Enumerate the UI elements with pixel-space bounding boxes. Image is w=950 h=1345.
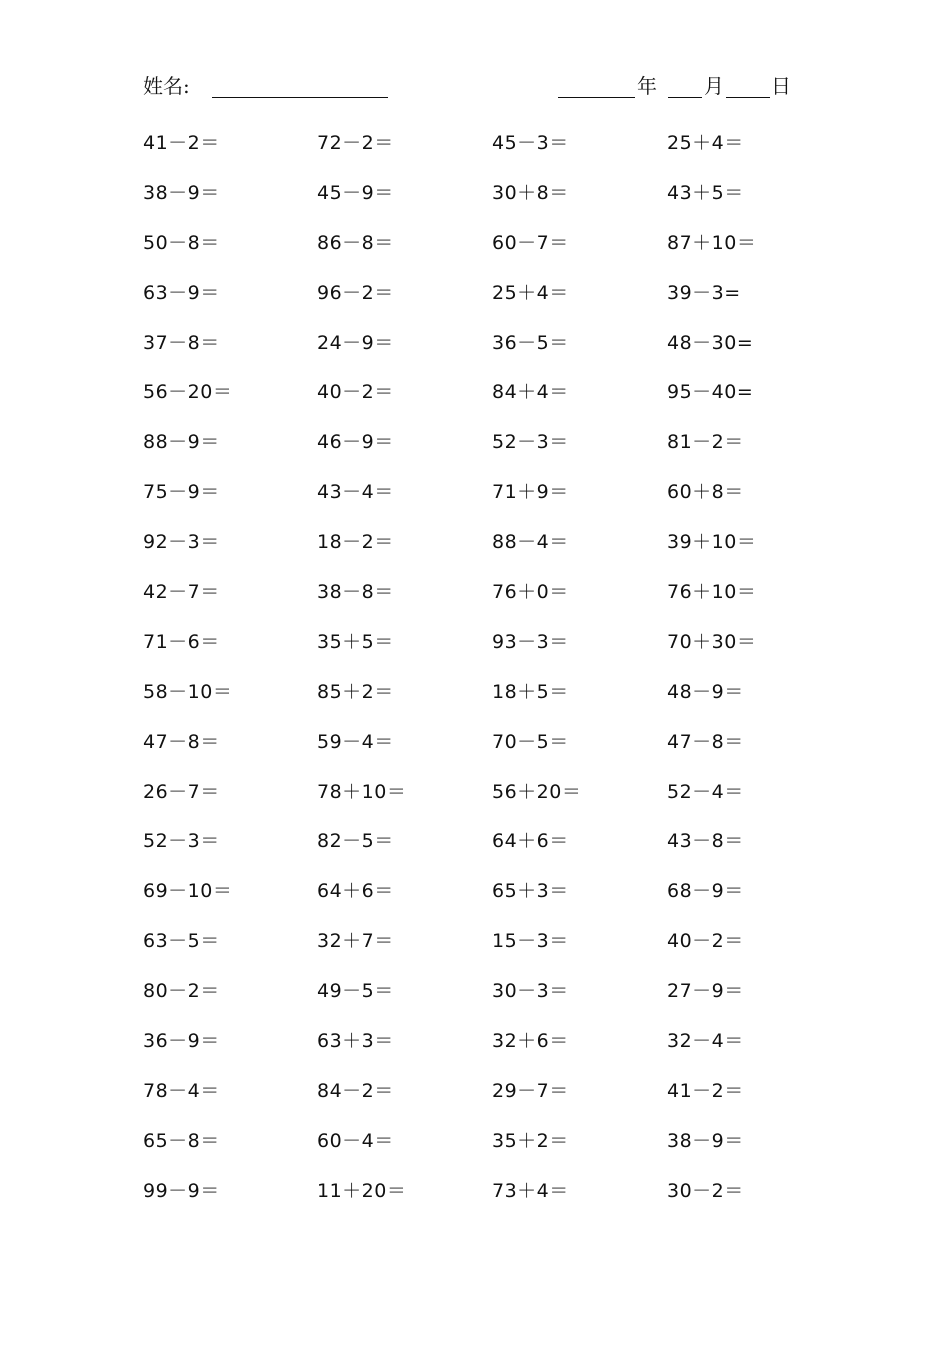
arithmetic-problem: 24－9＝: [317, 331, 394, 354]
arithmetic-problem: 47－8＝: [667, 730, 744, 753]
problem-row: [0, 228, 950, 278]
worksheet-header: [0, 72, 950, 102]
arithmetic-problem: 87＋10＝: [667, 231, 757, 254]
arithmetic-problem: 39－3=: [667, 281, 741, 304]
arithmetic-problem: 45－9＝: [317, 181, 394, 204]
arithmetic-problem: 39＋10＝: [667, 531, 757, 554]
arithmetic-problem: 80－2＝: [143, 980, 220, 1003]
arithmetic-problem: 95－40=: [667, 381, 754, 404]
arithmetic-problem: 32＋6＝: [492, 1030, 569, 1053]
arithmetic-problem: 52－4＝: [667, 780, 744, 803]
arithmetic-problem: 60－7＝: [492, 231, 569, 254]
year-blank-line[interactable]: [558, 97, 635, 98]
arithmetic-problem: 76＋10＝: [667, 581, 757, 604]
arithmetic-problem: 84＋4＝: [492, 381, 569, 404]
arithmetic-problem: 41－2＝: [667, 1079, 744, 1102]
arithmetic-problem: 47－8＝: [143, 730, 220, 753]
arithmetic-problem: 32＋7＝: [317, 930, 394, 953]
arithmetic-problem: 25＋4＝: [667, 132, 744, 154]
problem-row: [0, 727, 950, 777]
problem-row: [0, 876, 950, 926]
arithmetic-problem: 43－4＝: [317, 481, 394, 504]
arithmetic-problem: 45－3＝: [492, 132, 569, 154]
problem-row: [0, 427, 950, 477]
arithmetic-problem: 38－9＝: [143, 181, 220, 204]
arithmetic-problem: 58－10＝: [143, 680, 233, 703]
arithmetic-problem: 70－5＝: [492, 730, 569, 753]
arithmetic-problem: 46－9＝: [317, 431, 394, 454]
problem-row: [0, 278, 950, 328]
arithmetic-problem: 18－2＝: [317, 531, 394, 554]
arithmetic-problem: 63＋3＝: [317, 1030, 394, 1053]
arithmetic-problem: 36－9＝: [143, 1030, 220, 1053]
arithmetic-problem: 92－3＝: [143, 531, 220, 554]
arithmetic-problem: 72－2＝: [317, 132, 394, 154]
month-label: 月: [704, 74, 724, 98]
problem-row: [0, 377, 950, 427]
arithmetic-problem: 30－3＝: [492, 980, 569, 1003]
arithmetic-problem: 78－4＝: [143, 1079, 220, 1102]
arithmetic-problem: 25＋4＝: [492, 281, 569, 304]
problem-row: [0, 328, 950, 378]
arithmetic-problem: 76＋0＝: [492, 581, 569, 604]
arithmetic-problem: 40－2＝: [667, 930, 744, 953]
problem-row: [0, 926, 950, 976]
problem-row: [0, 826, 950, 876]
problem-row: [0, 627, 950, 677]
problem-row: [0, 1076, 950, 1126]
arithmetic-problem: 59－4＝: [317, 730, 394, 753]
day-blank-line[interactable]: [726, 97, 770, 98]
arithmetic-problem: 38－9＝: [667, 1129, 744, 1152]
arithmetic-problem: 86－8＝: [317, 231, 394, 254]
name-blank-line[interactable]: [212, 97, 388, 98]
arithmetic-problem: 41－2＝: [143, 132, 220, 154]
year-label: 年: [637, 74, 657, 98]
arithmetic-problem: 63－9＝: [143, 281, 220, 304]
arithmetic-problem: 35＋5＝: [317, 630, 394, 653]
arithmetic-problem: 35＋2＝: [492, 1129, 569, 1152]
arithmetic-problem-grid: [0, 128, 950, 1226]
arithmetic-problem: 70＋30＝: [667, 630, 757, 653]
arithmetic-problem: 30－2＝: [667, 1179, 744, 1202]
arithmetic-problem: 96－2＝: [317, 281, 394, 304]
arithmetic-problem: 93－3＝: [492, 630, 569, 653]
problem-row: [0, 128, 950, 178]
arithmetic-problem: 71＋9＝: [492, 481, 569, 504]
arithmetic-problem: 63－5＝: [143, 930, 220, 953]
arithmetic-problem: 60＋8＝: [667, 481, 744, 504]
arithmetic-problem: 75－9＝: [143, 481, 220, 504]
arithmetic-problem: 11＋20＝: [317, 1179, 407, 1202]
problem-row: [0, 477, 950, 527]
problem-row: [0, 1026, 950, 1076]
problem-row: [0, 178, 950, 228]
arithmetic-problem: 65－8＝: [143, 1129, 220, 1152]
arithmetic-problem: 56－20＝: [143, 381, 233, 404]
arithmetic-problem: 29－7＝: [492, 1079, 569, 1102]
arithmetic-problem: 32－4＝: [667, 1030, 744, 1053]
day-label: 日: [771, 74, 791, 98]
arithmetic-problem: 68－9＝: [667, 880, 744, 903]
arithmetic-problem: 43＋5＝: [667, 181, 744, 204]
arithmetic-problem: 38－8＝: [317, 581, 394, 604]
arithmetic-problem: 64＋6＝: [492, 830, 569, 853]
arithmetic-problem: 18＋5＝: [492, 680, 569, 703]
name-label: 姓名:: [143, 74, 190, 98]
arithmetic-problem: 15－3＝: [492, 930, 569, 953]
arithmetic-problem: 48－9＝: [667, 680, 744, 703]
problem-row: [0, 976, 950, 1026]
problem-row: [0, 527, 950, 577]
problem-row: [0, 1176, 950, 1226]
arithmetic-problem: 42－7＝: [143, 581, 220, 604]
arithmetic-problem: 43－8＝: [667, 830, 744, 853]
month-blank-line[interactable]: [668, 97, 702, 98]
arithmetic-problem: 78＋10＝: [317, 780, 407, 803]
arithmetic-problem: 81－2＝: [667, 431, 744, 454]
arithmetic-problem: 69－10＝: [143, 880, 233, 903]
arithmetic-problem: 40－2＝: [317, 381, 394, 404]
arithmetic-problem: 49－5＝: [317, 980, 394, 1003]
arithmetic-problem: 26－7＝: [143, 780, 220, 803]
problem-row: [0, 777, 950, 827]
arithmetic-problem: 88－9＝: [143, 431, 220, 454]
arithmetic-problem: 36－5＝: [492, 331, 569, 354]
arithmetic-problem: 73＋4＝: [492, 1179, 569, 1202]
arithmetic-problem: 99－9＝: [143, 1179, 220, 1202]
arithmetic-problem: 37－8＝: [143, 331, 220, 354]
arithmetic-problem: 85＋2＝: [317, 680, 394, 703]
arithmetic-problem: 30＋8＝: [492, 181, 569, 204]
arithmetic-problem: 60－4＝: [317, 1129, 394, 1152]
arithmetic-problem: 56＋20＝: [492, 780, 582, 803]
arithmetic-problem: 84－2＝: [317, 1079, 394, 1102]
arithmetic-problem: 50－8＝: [143, 231, 220, 254]
arithmetic-problem: 52－3＝: [492, 431, 569, 454]
arithmetic-problem: 88－4＝: [492, 531, 569, 554]
problem-row: [0, 677, 950, 727]
arithmetic-problem: 82－5＝: [317, 830, 394, 853]
arithmetic-problem: 48－30=: [667, 331, 754, 354]
arithmetic-problem: 64＋6＝: [317, 880, 394, 903]
problem-row: [0, 1126, 950, 1176]
arithmetic-problem: 27－9＝: [667, 980, 744, 1003]
problem-row: [0, 577, 950, 627]
arithmetic-problem: 71－6＝: [143, 630, 220, 653]
arithmetic-problem: 52－3＝: [143, 830, 220, 853]
arithmetic-problem: 65＋3＝: [492, 880, 569, 903]
